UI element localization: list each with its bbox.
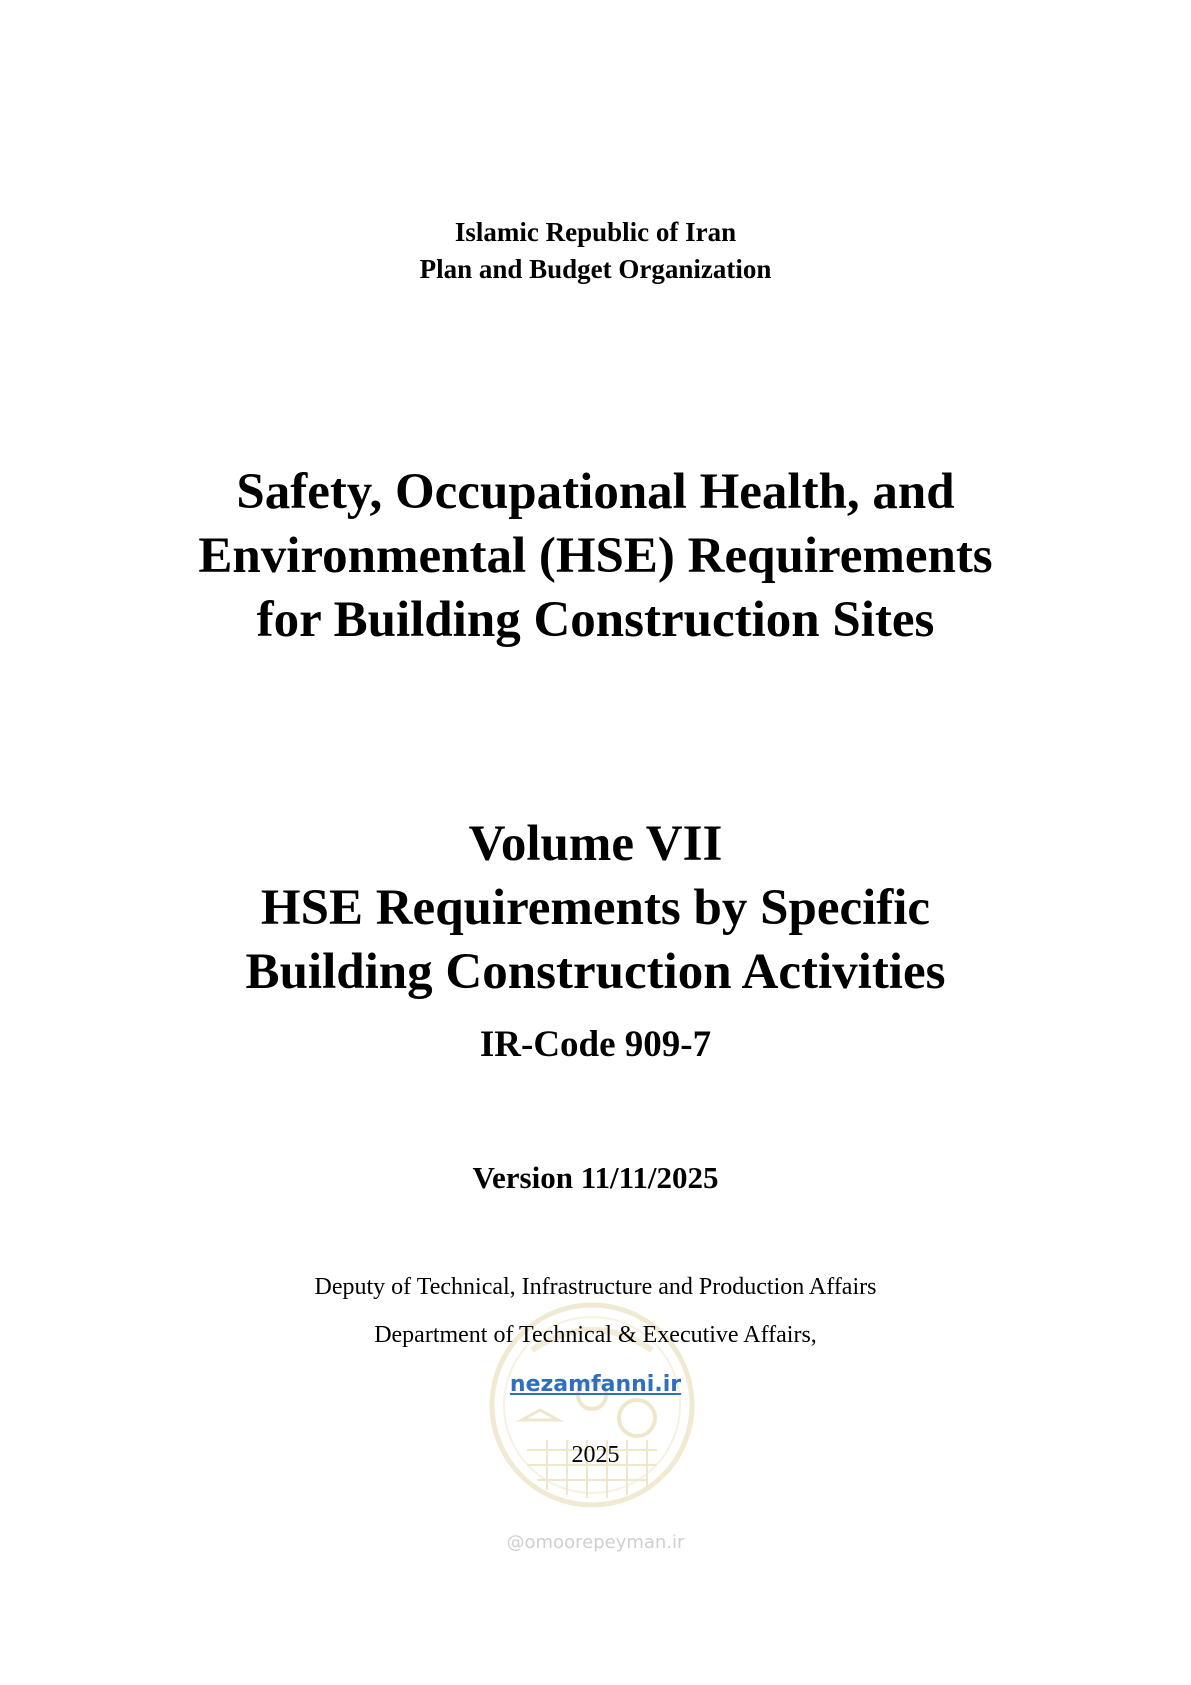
- volume-number: Volume VII: [468, 816, 723, 872]
- version-date: Version 11/11/2025: [472, 1160, 719, 1195]
- title-line-2: Environmental (HSE) Requirements: [198, 528, 993, 584]
- document-title: [0, 460, 1191, 652]
- ir-code: IR-Code 909-7: [479, 1024, 712, 1065]
- title-line-3: for Building Construction Sites: [256, 592, 935, 648]
- title-line-1: Safety, Occupational Health, and: [236, 464, 955, 520]
- volume-title: [0, 812, 1191, 1004]
- deputy-name: Deputy of Technical, Infrastructure and Production Affairs: [314, 1274, 877, 1300]
- website-link[interactable]: nezamfanni.ir: [509, 1372, 682, 1397]
- department-name: Department of Technical & Executive Affairs,: [374, 1322, 817, 1348]
- publication-year: 2025: [571, 1442, 620, 1468]
- organization-header: [0, 214, 1191, 288]
- volume-subtitle-line-1: HSE Requirements by Specific: [260, 880, 931, 936]
- organization-name: Plan and Budget Organization: [419, 254, 772, 284]
- volume-subtitle-line-2: Building Construction Activities: [245, 944, 946, 1000]
- watermark-handle: @omoorepeyman.ir: [506, 1532, 685, 1553]
- country-name: Islamic Republic of Iran: [454, 217, 737, 247]
